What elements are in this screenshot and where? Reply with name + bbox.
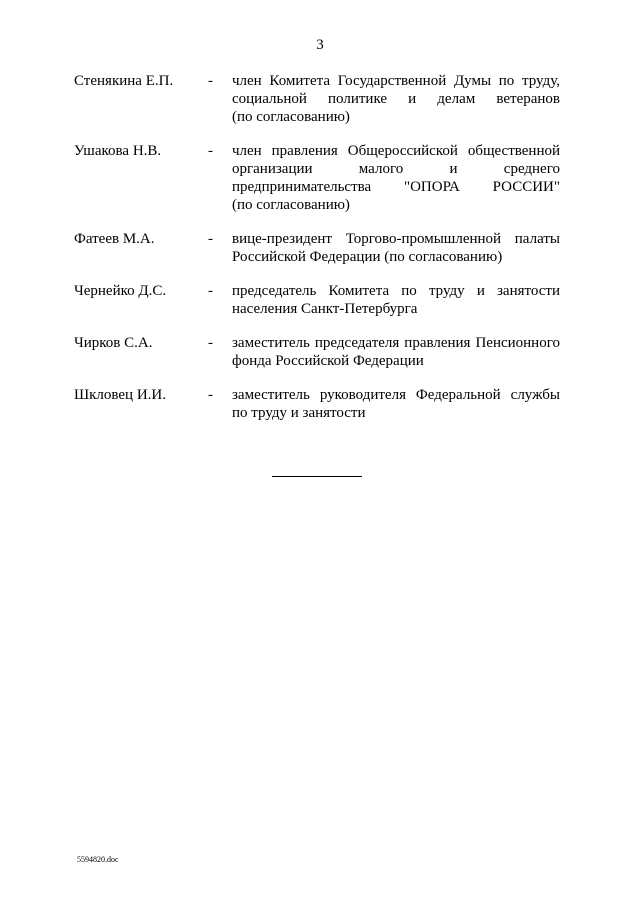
description-line: (по согласованию) xyxy=(232,109,350,125)
list-item xyxy=(74,72,560,126)
dash: - xyxy=(208,143,213,159)
description-line: председатель Комитета по труду и занятости xyxy=(232,283,560,299)
description-line: заместитель руководителя Федеральной службы xyxy=(232,387,560,403)
description-line: член Комитета Государственной Думы по труду, xyxy=(232,73,560,89)
page-number: 3 xyxy=(316,37,324,53)
description-line: организации малого и среднего xyxy=(232,161,560,177)
description-line: (по согласованию) xyxy=(232,197,350,213)
dash: - xyxy=(208,335,213,351)
member-description xyxy=(232,72,560,126)
member-description xyxy=(232,282,560,318)
list-item xyxy=(74,386,560,422)
description-line: член правления Общероссийской общественной xyxy=(232,143,560,159)
member-description xyxy=(232,334,560,370)
member-description xyxy=(232,230,560,266)
description-line: по труду и занятости xyxy=(232,405,366,421)
dash: - xyxy=(208,283,213,299)
description-line: заместитель председателя правления Пенсионного xyxy=(232,335,560,351)
list-item xyxy=(74,142,560,214)
member-name: Ушакова Н.В. xyxy=(74,143,162,159)
member-name: Шкловец И.И. xyxy=(74,387,166,403)
description-line: предпринимательства "ОПОРА РОССИИ" xyxy=(232,179,560,195)
member-name: Чернейко Д.С. xyxy=(74,283,167,299)
dash: - xyxy=(208,231,213,247)
member-name: Чирков С.А. xyxy=(74,335,153,351)
member-description xyxy=(232,386,560,422)
dash: - xyxy=(208,73,213,89)
list-item xyxy=(74,230,560,266)
description-line: социальной политике и делам ветеранов xyxy=(232,91,560,107)
member-list xyxy=(74,72,560,422)
description-line: фонда Российской Федерации xyxy=(232,353,424,369)
description-line: вице-президент Торгово-промышленной палаты xyxy=(232,231,560,247)
list-item xyxy=(74,334,560,370)
member-name: Фатеев М.А. xyxy=(74,231,155,247)
member-name: Стенякина Е.П. xyxy=(74,73,174,89)
dash: - xyxy=(208,387,213,403)
description-line: Российской Федерации (по согласованию) xyxy=(232,249,503,265)
description-line: населения Санкт-Петербурга xyxy=(232,301,418,317)
member-description xyxy=(232,142,560,214)
list-item xyxy=(74,282,560,318)
end-separator-line xyxy=(272,476,362,477)
document-file-name: 5594820.doc xyxy=(77,855,119,864)
